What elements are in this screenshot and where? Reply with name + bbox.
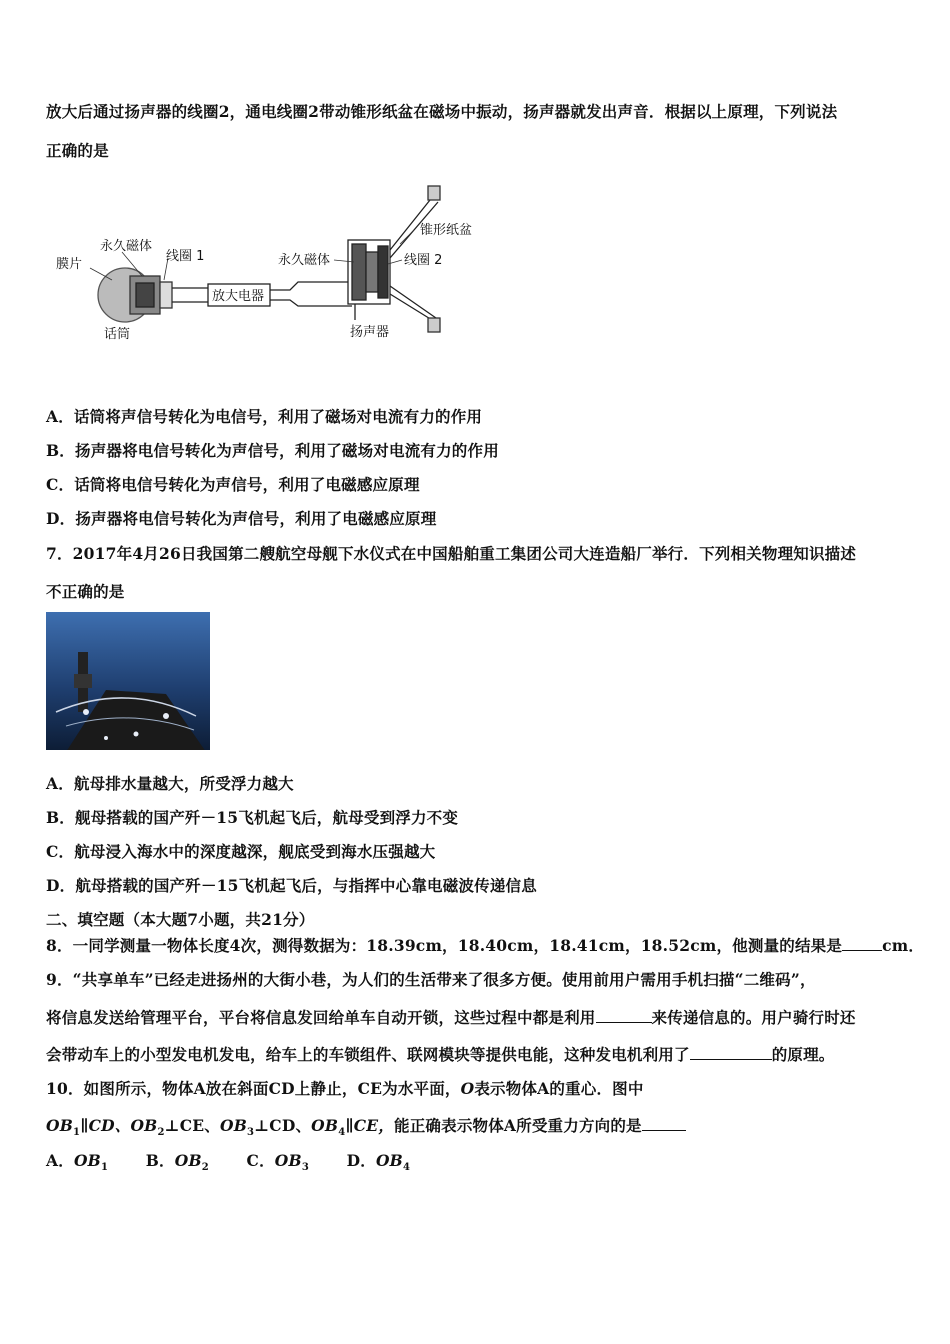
q10-option-b-sub: 2 bbox=[201, 1162, 209, 1174]
q10-rel4-sub: 4 bbox=[338, 1127, 346, 1139]
q10-option-a-letter: A． bbox=[46, 1151, 74, 1170]
q10-center-o: O bbox=[460, 1079, 475, 1098]
q10-option-d-letter: D． bbox=[346, 1151, 376, 1170]
q8-answer-blank[interactable] bbox=[842, 936, 882, 951]
label-mic-coil: 线圈 1 bbox=[166, 249, 205, 264]
q10-option-d-sub: 4 bbox=[402, 1162, 411, 1174]
q7-option-c: C．航母浸入海水中的深度越深，舰底受到海水压强越大 bbox=[46, 842, 436, 861]
q10-option-b-letter: B． bbox=[145, 1151, 175, 1170]
q7-option-d: D．航母搭载的国产歼－15飞机起飞后，与指挥中心靠电磁波传递信息 bbox=[46, 876, 537, 895]
q10-option-a-sub: 1 bbox=[100, 1162, 109, 1174]
q10-rel3-sub: 3 bbox=[247, 1127, 255, 1139]
q9-line3 bbox=[46, 1043, 835, 1065]
q7-stem-line1: 7．2017年4月26日我国第二艘航空母舰下水仪式在中国船舶重工集团公司大连造船厂举行．下列相关物理知识描述 bbox=[46, 544, 857, 563]
q10-rel2-sub: 2 bbox=[157, 1127, 165, 1139]
q6-option-a: A．话筒将声信号转化为电信号，利用了磁场对电流有力的作用 bbox=[46, 407, 483, 426]
label-microphone: 话筒 bbox=[104, 327, 131, 342]
q6-option-d: D．扬声器将电信号转化为声信号，利用了电磁感应原理 bbox=[46, 509, 437, 528]
q9-line2-a: 将信息发送给管理平台，平台将信息发回给单车自动开锁，这些过程中都是利用 bbox=[46, 1008, 596, 1027]
mic-coil-shape bbox=[160, 282, 172, 308]
q10-rel1-rest: ∥CD、 bbox=[80, 1116, 131, 1135]
q10-option-a bbox=[46, 1151, 109, 1174]
q10-option-d-var: OB bbox=[375, 1151, 403, 1170]
q10-rel3-var: OB bbox=[220, 1116, 248, 1135]
label-mic-magnet: 永久磁体 bbox=[100, 239, 153, 254]
q6-option-b: B．扬声器将电信号转化为声信号，利用了磁场对电流有力的作用 bbox=[46, 441, 499, 460]
section-heading-fill-blank: 二、填空题（本大题7小题，共21分） bbox=[46, 910, 315, 929]
q10-line1-b: 表示物体A的重心．图中 bbox=[474, 1079, 644, 1098]
label-amplifier: 放大电器 bbox=[212, 289, 265, 304]
microphone-speaker-diagram bbox=[50, 180, 500, 350]
aircraft-carrier-photo bbox=[46, 612, 210, 750]
q9-line3-b: 的原理。 bbox=[771, 1045, 835, 1064]
q9-line1: 9．“共享单车”已经走进扬州的大街小巷，为人们的生活带来了很多方便。使用前用户需用手机扫描“二维码”， bbox=[46, 970, 816, 989]
q10-line1-a: 10．如图所示，物体A放在斜面CD上静止，CE为水平面， bbox=[46, 1079, 461, 1098]
q10-rel1-sub: 1 bbox=[73, 1127, 81, 1139]
speaker-coil-shape bbox=[378, 246, 388, 298]
q8-line bbox=[46, 934, 924, 956]
q6-stem-line1: 放大后通过扬声器的线圈2，通电线圈2带动锥形纸盆在磁场中振动，扬声器就发出声音．根据以上原理，下列说法 bbox=[46, 102, 838, 121]
q7-option-b: B．舰母搭载的国产歼－15飞机起飞后，航母受到浮力不变 bbox=[46, 808, 459, 827]
q7-stem-line2: 不正确的是 bbox=[46, 582, 125, 601]
q10-option-a-var: OB bbox=[73, 1151, 101, 1170]
q6-option-c: C．话筒将电信号转化为声信号，利用了电磁感应原理 bbox=[46, 475, 420, 494]
label-mic-diaphragm: 膜片 bbox=[56, 257, 83, 272]
q10-rel3-rest: ⊥CD、 bbox=[254, 1116, 312, 1135]
q6-stem-line2: 正确的是 bbox=[46, 141, 109, 160]
q8-unit: cm． bbox=[882, 936, 925, 955]
q10-rel2-var: OB bbox=[130, 1116, 158, 1135]
q10-rel2-rest: ⊥CE、 bbox=[164, 1116, 221, 1135]
q10-line1 bbox=[46, 1077, 644, 1099]
q9-line3-a: 会带动车上的小型发电机发电，给车上的车锁组件、联网模块等提供电能，这种发电机利用了 bbox=[46, 1045, 690, 1064]
label-speaker-magnet: 永久磁体 bbox=[278, 253, 331, 268]
q9-line2 bbox=[46, 1006, 856, 1028]
q10-option-b-var: OB bbox=[174, 1151, 202, 1170]
label-speaker: 扬声器 bbox=[350, 325, 390, 340]
q9-line2-b: 来传递信息的。用户骑行时还 bbox=[651, 1008, 856, 1027]
q8-text: 8．一同学测量一物体长度4次，测得数据为：18.39cm，18.40cm，18.41cm，18.52cm，他测量的结果是 bbox=[46, 936, 843, 955]
q10-option-d bbox=[346, 1151, 411, 1174]
q10-option-c bbox=[246, 1151, 309, 1174]
q10-option-c-var: OB bbox=[274, 1151, 302, 1170]
q10-option-c-letter: C． bbox=[246, 1151, 275, 1170]
q9-answer-blank-2[interactable] bbox=[690, 1045, 772, 1060]
q10-option-c-sub: 3 bbox=[301, 1162, 309, 1174]
q9-answer-blank-1[interactable] bbox=[596, 1008, 652, 1023]
q10-question-tail: 能正确表示物体A所受重力方向的是 bbox=[394, 1116, 642, 1135]
q10-option-b bbox=[145, 1151, 209, 1174]
label-speaker-coil: 线圈 2 bbox=[404, 253, 443, 268]
q10-answer-blank[interactable] bbox=[642, 1116, 686, 1131]
q7-option-a: A．航母排水量越大，所受浮力越大 bbox=[46, 774, 294, 793]
q10-options bbox=[46, 1149, 442, 1173]
q10-line2 bbox=[46, 1114, 686, 1138]
q10-rel4-rest: ∥CE， bbox=[345, 1116, 395, 1135]
q10-rel1-var: OB bbox=[46, 1116, 74, 1135]
label-speaker-cone: 锥形纸盆 bbox=[420, 223, 473, 238]
q10-rel4-var: OB bbox=[311, 1116, 339, 1135]
